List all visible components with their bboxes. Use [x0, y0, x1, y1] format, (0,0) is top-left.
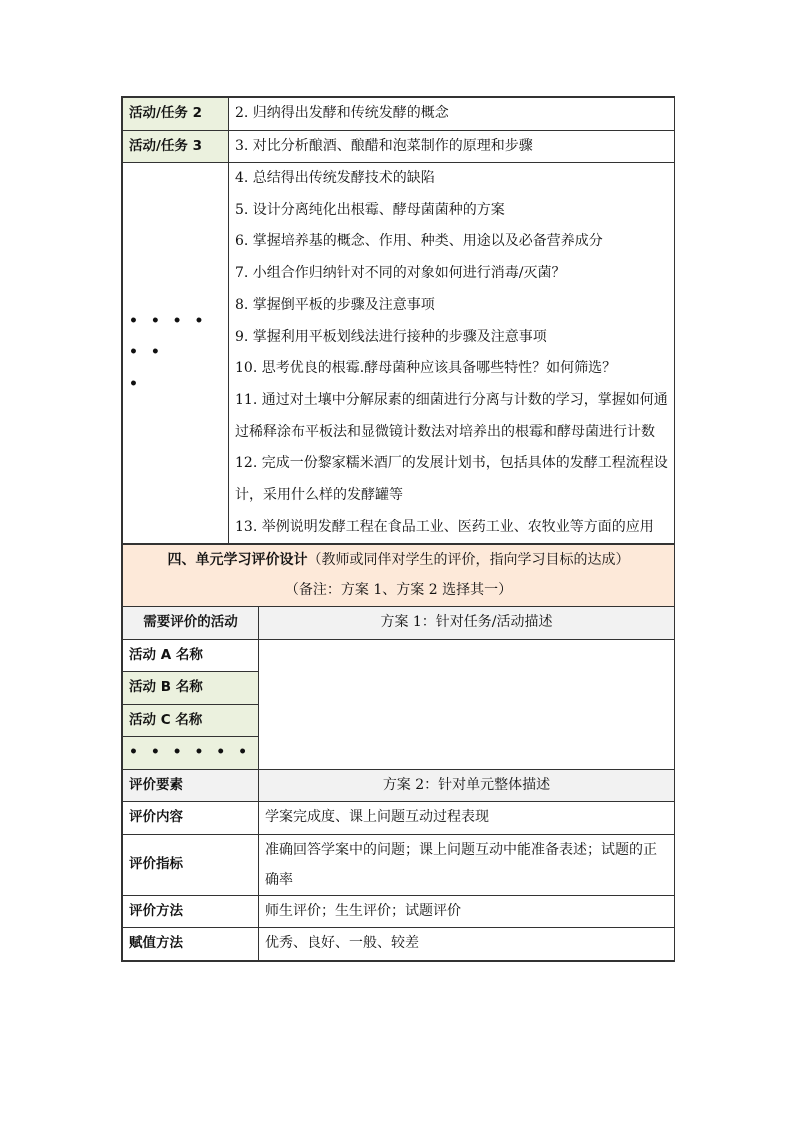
list-item: 13. 举例说明发酵工程在食品工业、医药工业、农牧业等方面的应用: [235, 518, 654, 535]
plan2-header-right: 方案 2：针对单元整体描述: [259, 769, 675, 802]
table-row: [123, 163, 675, 544]
table-row: [123, 98, 675, 131]
criteria-label: 赋值方法: [123, 928, 259, 961]
criteria-label: 评价指标: [123, 834, 259, 895]
section-title-rest: （教师或同伴对学生的评价，指向学习目标的达成）: [307, 552, 630, 569]
table-row: [123, 639, 675, 672]
evaluation-table: [122, 544, 675, 961]
plan2-header-left: 评价要素: [123, 769, 259, 802]
list-item: 11. 通过对土壤中分解尿素的细菌进行分离与计数的学习，掌握如何通过稀释涂布平板法和显微镜计数法对培养出的根霉和酵母菌进行计数: [235, 391, 668, 440]
section-note: （备注：方案 1、方案 2 选择其一）: [284, 582, 513, 599]
table-row: [123, 130, 675, 163]
table-row: [123, 834, 675, 895]
task-label: 活动/任务 3: [123, 130, 229, 163]
table-row: [123, 928, 675, 961]
activity-task-table: [122, 97, 675, 544]
list-item: 7. 小组合作归纳针对不同的对象如何进行消毒/灭菌？: [235, 265, 566, 282]
section-title-bold: 四、单元学习评价设计: [167, 552, 308, 569]
criteria-value: 师生评价；生生评价；试题评价: [259, 895, 675, 928]
plan1-description-cell: [259, 639, 675, 769]
list-item: 10. 思考优良的根霉.酵母菌种应该具备哪些特性？如何筛选？: [235, 360, 617, 377]
activity-label: 活动 B 名称: [123, 672, 259, 705]
list-item: 8. 掌握倒平板的步骤及注意事项: [235, 296, 435, 313]
criteria-label: 评价方法: [123, 895, 259, 928]
task-content: 2. 归纳得出发酵和传统发酵的概念: [229, 98, 675, 131]
criteria-value: 准确回答学案中的问题；课上问题互动中能准备表述；试题的正确率: [259, 834, 675, 895]
plan1-header-left: 需要评价的活动: [123, 607, 259, 640]
ellipsis-line: •: [129, 375, 142, 392]
criteria-label: 评价内容: [123, 802, 259, 835]
ellipsis-line: • • • • • •: [129, 312, 208, 361]
task-label: 活动/任务 2: [123, 98, 229, 131]
criteria-value: 优秀、良好、一般、较差: [259, 928, 675, 961]
list-item: 5. 设计分离纯化出根霉、酵母菌菌种的方案: [235, 201, 505, 218]
list-item: 6. 掌握培养基的概念、作用、种类、用途以及必备营养成分: [235, 233, 603, 250]
activity-label: 活动 C 名称: [123, 704, 259, 737]
activity-label: 活动 A 名称: [123, 639, 259, 672]
table-row: [123, 895, 675, 928]
task-content: 3. 对比分析酿酒、酿醋和泡菜制作的原理和步骤: [229, 130, 675, 163]
table-row: [123, 607, 675, 640]
list-item: 12. 完成一份黎家糯米酒厂的发展计划书，包括具体的发酵工程流程设计，采用什么样的发酵罐等: [235, 455, 668, 504]
curriculum-table-page: [121, 96, 675, 962]
table-row: [123, 802, 675, 835]
activity-label: • • • • • •: [123, 737, 259, 770]
list-item: 9. 掌握利用平板划线法进行接种的步骤及注意事项: [235, 328, 547, 345]
criteria-value: 学案完成度、课上问题互动过程表现: [259, 802, 675, 835]
section-title: [123, 545, 675, 607]
table-row: [123, 769, 675, 802]
plan1-header-right: 方案 1：针对任务/活动描述: [259, 607, 675, 640]
section-header-row: [123, 545, 675, 607]
task-list: [229, 163, 675, 544]
list-item: 4. 总结得出传统发酵技术的缺陷: [235, 170, 435, 186]
ellipsis-label: [123, 163, 229, 544]
